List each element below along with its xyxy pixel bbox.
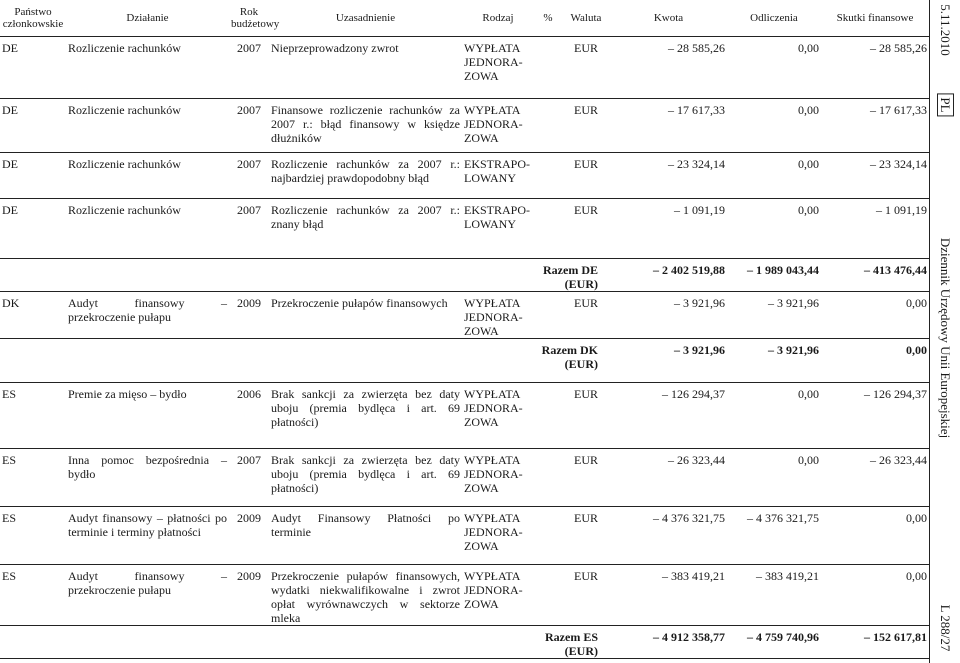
cell-financial-effect: 0,00: [906, 296, 927, 310]
cell-deductions: 0,00: [798, 157, 819, 171]
running-header: [930, 0, 960, 663]
cell-member-state: DE: [2, 157, 18, 171]
cell-percent: [534, 292, 562, 339]
cell-budget-year: 2009: [237, 569, 261, 583]
cell-budget-year: 2007: [237, 41, 261, 55]
table-row: [0, 449, 929, 507]
cell-amount: – 126 294,37: [662, 387, 725, 401]
subtotal-spacer: [0, 259, 534, 292]
cell-percent: [534, 565, 562, 626]
table-row: [0, 565, 929, 626]
cell-type: WYPŁATA JEDNORA-ZOWA: [464, 296, 523, 338]
cell-currency: EUR: [574, 103, 598, 117]
cell-action: Inna pomoc bezpośrednia – bydło: [68, 453, 227, 481]
cell-currency: EUR: [574, 569, 598, 583]
cell-amount: – 1 091,19: [674, 203, 725, 217]
cell-financial-effect: – 126 294,37: [864, 387, 927, 401]
cell-percent: [534, 153, 562, 199]
col-header-percent: %: [534, 0, 562, 37]
cell-action: Rozliczenie rachunków: [68, 41, 181, 55]
cell-amount: – 383 419,21: [662, 569, 725, 583]
cell-action: Rozliczenie rachunków: [68, 157, 181, 171]
language-code: [937, 93, 953, 116]
cell-budget-year: 2009: [237, 511, 261, 525]
cell-percent: [534, 449, 562, 507]
cell-amount: – 23 324,14: [668, 157, 725, 171]
cell-deductions: 0,00: [798, 387, 819, 401]
cell-action: Rozliczenie rachunków: [68, 103, 181, 117]
subtotal-amount: – 4 912 358,77: [653, 630, 725, 644]
table-row: [0, 507, 929, 565]
cell-action: Audyt finansowy – przekroczenie pułapu: [68, 296, 227, 324]
cell-type: WYPŁATA JEDNORA-ZOWA: [464, 103, 523, 145]
subtotal-label: Razem DK (EUR): [541, 343, 598, 371]
cell-reason: Brak sankcji za zwierzęta bez daty uboju (premia bydlęca i art. 69 płatności): [271, 453, 460, 495]
subtotal-amount: – 3 921,96: [674, 343, 725, 357]
cell-deductions: – 4 376 321,75: [747, 511, 819, 525]
subtotal-label: Razem ES (EUR): [545, 630, 598, 658]
cell-budget-year: 2007: [237, 453, 261, 467]
table-row: [0, 383, 929, 449]
cell-percent: [534, 383, 562, 449]
col-header-type: Rodzaj: [462, 0, 534, 37]
cell-member-state: ES: [2, 387, 17, 401]
cell-currency: EUR: [574, 453, 598, 467]
subtotal-spacer: [0, 626, 534, 659]
col-header-amount: Kwota: [610, 0, 727, 37]
cell-budget-year: 2007: [237, 103, 261, 117]
journal-title: Dziennik Urzędowy Unii Europejskiej: [938, 237, 953, 439]
cell-type: EKSTRAPO-LOWANY: [464, 203, 531, 231]
cell-deductions: 0,00: [798, 203, 819, 217]
cell-deductions: 0,00: [798, 103, 819, 117]
cell-reason: Nieprzeprowadzony zwrot: [271, 41, 399, 55]
table-row: [0, 99, 929, 153]
cell-budget-year: 2007: [237, 203, 261, 217]
subtotal-spacer: [0, 339, 534, 383]
cell-percent: [534, 507, 562, 565]
cell-deductions: 0,00: [798, 453, 819, 467]
cell-financial-effect: – 26 323,44: [870, 453, 927, 467]
cell-reason: Audyt Finansowy Płatności po terminie: [271, 511, 460, 539]
cell-amount: – 28 585,26: [668, 41, 725, 55]
cell-action: Audyt finansowy – przekroczenie pułapu: [68, 569, 227, 597]
cell-type: WYPŁATA JEDNORA-ZOWA: [464, 569, 523, 611]
cell-financial-effect: – 28 585,26: [870, 41, 927, 55]
cell-deductions: – 383 419,21: [756, 569, 819, 583]
cell-currency: EUR: [574, 296, 598, 310]
col-header-action: Działanie: [66, 0, 229, 37]
language-box: PL: [937, 93, 954, 116]
subtotal-financial-effect: – 413 476,44: [864, 263, 927, 277]
cell-member-state: ES: [2, 453, 17, 467]
issue-date: 5.11.2010: [938, 4, 953, 56]
col-header-financial-effect: Skutki finansowe: [821, 0, 929, 37]
cell-member-state: ES: [2, 511, 17, 525]
cell-financial-effect: 0,00: [906, 569, 927, 583]
table-row: [0, 153, 929, 199]
cell-reason: Rozliczenie rachunków za 2007 r.: najbardziej prawdopodobny błąd: [271, 157, 460, 185]
cell-financial-effect: – 1 091,19: [876, 203, 927, 217]
cell-financial-effect: 0,00: [906, 511, 927, 525]
cell-financial-effect: – 23 324,14: [870, 157, 927, 171]
header-row: [0, 0, 929, 37]
cell-percent: [534, 199, 562, 259]
subtotal-financial-effect: – 152 617,81: [864, 630, 927, 644]
cell-amount: – 26 323,44: [668, 453, 725, 467]
cell-type: WYPŁATA JEDNORA-ZOWA: [464, 511, 523, 553]
table-body: [0, 37, 929, 659]
table-row: [0, 37, 929, 99]
cell-reason: Przekroczenie pułapów finansowych, wydatki niekwalifikowalne i zwrot opłat wyrównawczych w sektorze mleka: [271, 569, 460, 625]
col-header-member-state: Państwo członkowskie: [0, 0, 66, 37]
cell-currency: EUR: [574, 387, 598, 401]
table-header: [0, 0, 929, 37]
col-header-reason: Uzasadnienie: [269, 0, 462, 37]
cell-member-state: DE: [2, 203, 18, 217]
cell-currency: EUR: [574, 41, 598, 55]
cell-financial-effect: – 17 617,33: [870, 103, 927, 117]
cell-budget-year: 2009: [237, 296, 261, 310]
cell-deductions: 0,00: [798, 41, 819, 55]
cell-amount: – 3 921,96: [674, 296, 725, 310]
cell-amount: – 4 376 321,75: [653, 511, 725, 525]
cell-budget-year: 2007: [237, 157, 261, 171]
cell-budget-year: 2006: [237, 387, 261, 401]
cell-deductions: – 3 921,96: [768, 296, 819, 310]
subtotal-row: [0, 339, 929, 383]
subtotal-label: Razem DE (EUR): [543, 263, 598, 291]
cell-reason: Przekroczenie pułapów finansowych: [271, 296, 448, 310]
cell-currency: EUR: [574, 157, 598, 171]
cell-amount: – 17 617,33: [668, 103, 725, 117]
subtotal-financial-effect: 0,00: [906, 343, 927, 357]
cell-action: Premie za mięso – bydło: [68, 387, 187, 401]
cell-member-state: DK: [2, 296, 20, 310]
subtotal-row: [0, 259, 929, 292]
cell-percent: [534, 99, 562, 153]
cell-reason: Rozliczenie rachunków za 2007 r.: znany błąd: [271, 203, 460, 231]
cell-reason: Brak sankcji za zwierzęta bez daty uboju (premia bydlęca i art. 69 płatności): [271, 387, 460, 429]
subtotal-amount: – 2 402 519,88: [653, 263, 725, 277]
col-header-budget-year: Rok budżetowy: [229, 0, 269, 37]
page-reference: L 288/27: [938, 604, 953, 652]
cell-percent: [534, 37, 562, 99]
cell-member-state: ES: [2, 569, 17, 583]
col-header-deductions: Odliczenia: [727, 0, 821, 37]
subtotal-deductions: – 4 759 740,96: [747, 630, 819, 644]
table-row: [0, 292, 929, 339]
cell-reason: Finansowe rozliczenie rachunków za 2007 r.: błąd finansowy w księdze dłużników: [271, 103, 460, 145]
cell-action: Audyt finansowy – płatności po terminie i terminy płatności: [68, 511, 227, 539]
cell-type: WYPŁATA JEDNORA-ZOWA: [464, 41, 523, 83]
cell-type: WYPŁATA JEDNORA-ZOWA: [464, 387, 523, 429]
cell-action: Rozliczenie rachunków: [68, 203, 181, 217]
subtotal-row: [0, 626, 929, 659]
cell-type: EKSTRAPO-LOWANY: [464, 157, 531, 185]
subtotal-deductions: – 3 921,96: [768, 343, 819, 357]
cell-currency: EUR: [574, 511, 598, 525]
cell-member-state: DE: [2, 103, 18, 117]
table-row: [0, 199, 929, 259]
subtotal-deductions: – 1 989 043,44: [747, 263, 819, 277]
cell-type: WYPŁATA JEDNORA-ZOWA: [464, 453, 523, 495]
cell-currency: EUR: [574, 203, 598, 217]
col-header-currency: Waluta: [562, 0, 610, 37]
cell-member-state: DE: [2, 41, 18, 55]
